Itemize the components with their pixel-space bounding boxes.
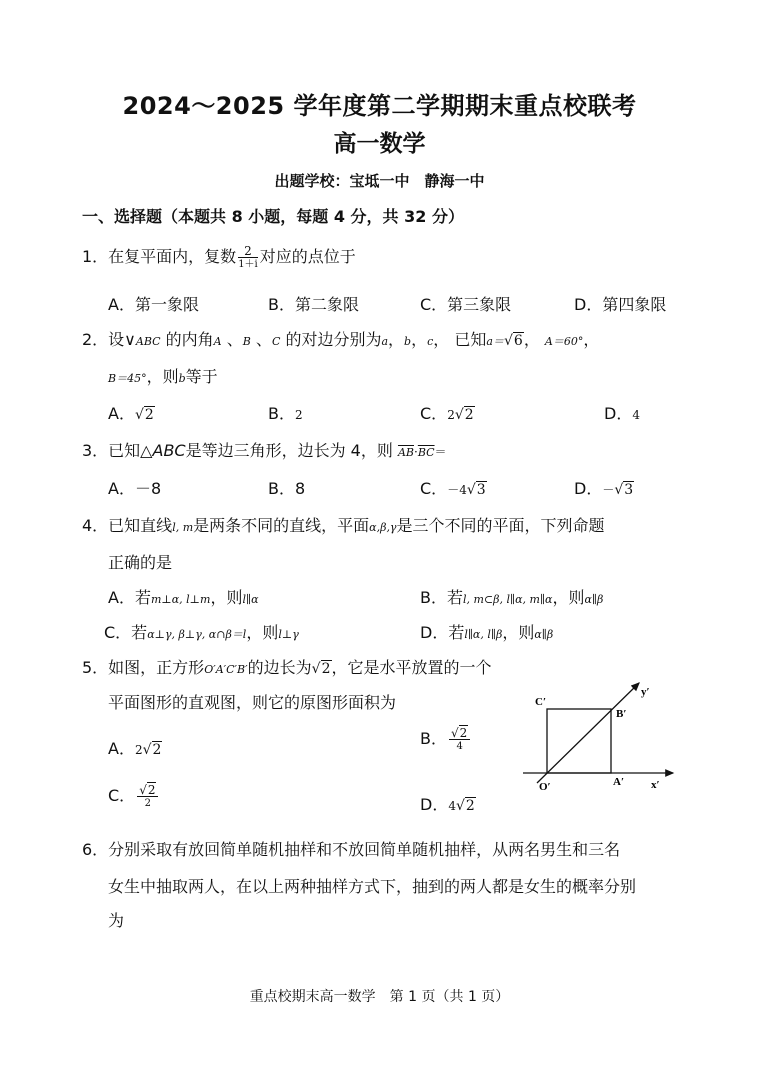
q2-sep1: 、 — [226, 330, 243, 349]
question-2-line2 — [108, 364, 218, 387]
question-4-line2: 正确的是 — [108, 553, 173, 572]
q3-vector-ab: $\overline{AB}$ — [397, 446, 414, 459]
q2-side-c: c — [427, 335, 434, 348]
q2-angle-c: C — [271, 335, 281, 348]
q5-text-mid: 的边长为 — [247, 658, 312, 677]
q5-square: O′A′C′B′ — [204, 663, 248, 676]
q2-comma1: ， — [388, 330, 405, 349]
q5-option-a: A．2√2 — [108, 739, 162, 758]
q3-prefix: 3．已知△ — [82, 441, 153, 460]
q2-comma4: ， — [523, 330, 540, 349]
y-axis — [537, 683, 639, 783]
q4-lines: l, m — [172, 521, 194, 534]
question-5-line2: 平面图形的直观图，则它的原图形面积为 — [108, 693, 397, 712]
q2-option-a: A．√2 — [108, 404, 154, 423]
q2-side-a: a — [381, 335, 389, 348]
q2-text-c: 的对边分别为 — [285, 330, 382, 349]
q4-planes: α,β,γ — [369, 521, 397, 534]
q1-option-b: B．第二象限 — [268, 295, 359, 314]
q2-comma5: ， — [583, 330, 600, 349]
q2-prefix: 2．设∨ — [82, 330, 136, 349]
q2-given: 已知 — [454, 330, 487, 349]
q2-comma2: ， — [411, 330, 428, 349]
q2-option-c: C．2√2 — [420, 404, 474, 423]
q4-option-a: A．若m⊥α, l⊥m，则l∥α — [108, 588, 259, 607]
school-line: 出题学校：宝坻一中 静海一中 — [274, 172, 485, 190]
question-3 — [82, 438, 447, 461]
q2-comma3: ， — [433, 330, 450, 349]
q3-option-c: C．－4√3 — [420, 479, 486, 498]
q4-option-c: C．若α⊥γ, β⊥γ, α∩β＝l，则l⊥γ — [104, 623, 299, 642]
label-c: C′ — [535, 696, 547, 708]
q5-prefix: 5．如图，正方形 — [82, 658, 205, 677]
label-x: x′ — [651, 779, 660, 791]
q2-text-b: 的内角 — [165, 330, 214, 349]
q3-option-a: A．－8 — [108, 479, 162, 498]
question-5-line1 — [82, 655, 492, 678]
page-footer: 重点校期末高一数学 第 1 页（共 1 页） — [249, 989, 510, 1005]
exam-title: 2024～2025 学年度第二学期期末重点校联考 — [122, 92, 637, 120]
q3-dot: · — [414, 445, 418, 459]
q4-text-mid: 是两条不同的直线，平面 — [193, 516, 370, 535]
q2-triangle: ABC — [135, 335, 161, 348]
exam-subtitle: 高一数学 — [333, 131, 426, 157]
section-heading: 一、选择题（本题共 8 小题，每题 4 分，共 32 分） — [82, 207, 464, 226]
q5-option-c: C． $\frac{√2}{2}$ — [108, 783, 160, 809]
q1-option-c: C．第三象限 — [420, 295, 512, 314]
q4-text-post: 是三个不同的平面，下列命题 — [396, 516, 605, 535]
q3-equals: ＝ — [434, 445, 447, 459]
q2-option-d: D．4 — [604, 404, 640, 423]
q5-figure — [515, 675, 685, 795]
q4-option-d: D．若l∥α, l∥β，则α∥β — [420, 623, 554, 642]
q3-text: 是等边三角形，边长为 4，则 — [185, 441, 393, 460]
label-a: A′ — [613, 776, 625, 788]
q1-option-d: D．第四象限 — [574, 295, 667, 314]
q2-cond-angle-b: B＝45° — [108, 372, 147, 385]
question-4-line1 — [82, 513, 605, 536]
q1-frac-den: 1＋i — [238, 259, 258, 270]
q5-sqrt2: √2 — [311, 661, 331, 677]
q5-option-d: D．4√2 — [420, 795, 475, 814]
question-6-line1: 6．分别采取有放回简单随机抽样和不放回简单随机抽样，从两名男生和三名 — [82, 840, 621, 859]
question-6-line3: 为 — [108, 911, 125, 930]
q3-option-d: D．－√3 — [574, 479, 634, 498]
q2-cond-a: a＝ — [486, 335, 504, 348]
q2-b-var: b — [178, 372, 186, 385]
q1-frac-num: 2 — [238, 245, 258, 258]
question-6-line2: 女生中抽取两人，在以上两种抽样方式下，抽到的两人都是女生的概率分别 — [108, 877, 637, 896]
q4-option-b: B．若l, m⊂β, l∥α, m∥α，则α∥β — [420, 588, 604, 607]
q3-triangle: ABC — [152, 441, 186, 460]
label-o: O′ — [539, 781, 551, 793]
q5-text-post: ，它是水平放置的一个 — [331, 658, 492, 677]
q1-fraction — [238, 245, 258, 270]
q2-angle-b: B — [242, 335, 251, 348]
q2-equals: 等于 — [185, 367, 218, 386]
q3-vector-bc: $\overline{BC}$ — [417, 446, 435, 459]
q2-cond-angle-a: A＝60° — [544, 335, 584, 348]
q2-angle-a: A — [213, 335, 222, 348]
label-b: B′ — [616, 708, 627, 720]
q3-option-b: B．8 — [268, 479, 306, 498]
q2-sqrt6: √6 — [503, 333, 523, 349]
q2-option-b: B．2 — [268, 404, 303, 423]
question-1 — [82, 240, 356, 274]
q1-suffix: 对应的点位于 — [259, 247, 356, 266]
q1-option-a: A．第一象限 — [108, 295, 199, 314]
q1-prefix: 1．在复平面内，复数 — [82, 247, 237, 266]
q2-then: ，则 — [146, 367, 179, 386]
label-y: y′ — [641, 686, 650, 698]
q4-prefix: 4．已知直线 — [82, 516, 173, 535]
q2-sep2: 、 — [255, 330, 272, 349]
question-2-line1 — [82, 327, 599, 350]
q5-option-b: B． $\frac{√2}{4}$ — [420, 726, 472, 752]
q2-side-b: b — [404, 335, 412, 348]
